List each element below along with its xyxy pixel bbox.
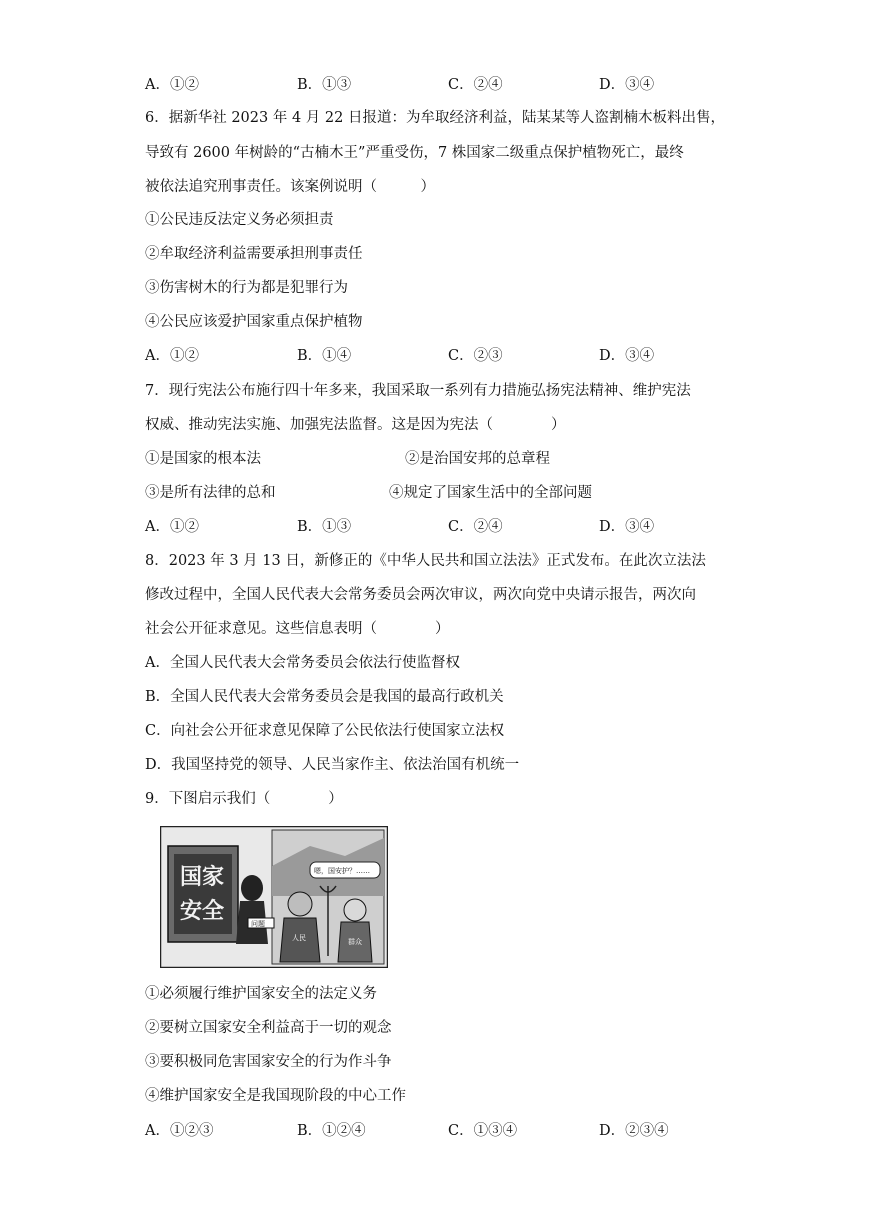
- q6-option-d: D．③④: [599, 348, 655, 364]
- q8-option-d: D．我国坚持党的领导、人民当家作主、依法治国有机统一: [145, 757, 520, 773]
- q9-item-2: ②要树立国家安全利益高于一切的观念: [145, 1020, 392, 1036]
- q7-option-b: B．①③: [297, 519, 352, 535]
- q8-option-b: B．全国人民代表大会常务委员会是我国的最高行政机关: [145, 689, 504, 705]
- q6-option-b: B．①④: [297, 348, 352, 364]
- q6-stem-line-2: 导致有 2600 年树龄的“古楠木王”严重受伤，7 株国家二级重点保护植物死亡，最终: [145, 145, 684, 161]
- q5-option-c: C．②④: [448, 77, 503, 93]
- q7-item-2: ②是治国安邦的总章程: [405, 451, 550, 467]
- q5-option-b: B．①③: [297, 77, 352, 93]
- q7-stem-line-1: 7．现行宪法公布施行四十年多来，我国采取一系列有力措施弘扬宪法精神、维护宪法: [145, 383, 691, 399]
- cartoon-tag-2: 人民: [292, 934, 306, 942]
- q7-stem-line-2: 权威、推动宪法实施、加强宪法监督。这是因为宪法（ ）: [145, 417, 566, 433]
- q6-stem-line-1: 6．据新华社 2023 年 4 月 22 日报道：为牟取经济利益，陆某某等人盗割楠木板料出售，: [145, 110, 725, 126]
- q9-cartoon-image: [160, 826, 388, 968]
- cartoon-speech-bubble: 嗯，国安护？……: [314, 867, 370, 875]
- q6-item-3: ③伤害树木的行为都是犯罪行为: [145, 280, 348, 296]
- q7-option-d: D．③④: [599, 519, 655, 535]
- q7-item-1: ①是国家的根本法: [145, 451, 261, 467]
- q7-item-3: ③是所有法律的总和: [145, 485, 276, 501]
- q6-item-2: ②牟取经济利益需要承担刑事责任: [145, 246, 363, 262]
- cartoon-tag-3: 群众: [348, 938, 362, 946]
- q5-option-a: A．①②: [145, 77, 199, 93]
- q8-stem-line-2: 修改过程中，全国人民代表大会常务委员会两次审议，两次向党中央请示报告，两次向: [145, 587, 696, 603]
- q9-option-b: B．①②④: [297, 1123, 366, 1139]
- q7-option-a: A．①②: [145, 519, 199, 535]
- q9-item-3: ③要积极同危害国家安全的行为作斗争: [145, 1054, 392, 1070]
- q9-item-1: ①必须履行维护国家安全的法定义务: [145, 986, 377, 1002]
- q9-item-4: ④维护国家安全是我国现阶段的中心工作: [145, 1088, 406, 1104]
- q6-item-1: ①公民违反法定义务必须担责: [145, 212, 334, 228]
- q8-option-a: A．全国人民代表大会常务委员会依法行使监督权: [145, 655, 460, 671]
- q7-option-c: C．②④: [448, 519, 503, 535]
- q6-item-4: ④公民应该爱护国家重点保护植物: [145, 314, 363, 330]
- q9-option-d: D．②③④: [599, 1123, 669, 1139]
- q9-option-c: C．①③④: [448, 1123, 518, 1139]
- q9-option-a: A．①②③: [145, 1123, 214, 1139]
- q5-option-d: D．③④: [599, 77, 655, 93]
- q7-item-4: ④规定了国家生活中的全部问题: [389, 485, 592, 501]
- q6-stem-line-3: 被依法追究刑事责任。该案例说明（ ）: [145, 179, 435, 195]
- q6-option-a: A．①②: [145, 348, 199, 364]
- q8-option-c: C．向社会公开征求意见保障了公民依法行使国家立法权: [145, 723, 505, 739]
- q9-stem: 9．下图启示我们（ ）: [145, 791, 343, 807]
- q6-option-c: C．②③: [448, 348, 503, 364]
- cartoon-sign-top: 国家: [180, 865, 225, 890]
- cartoon-sign-bottom: 安全: [180, 899, 225, 924]
- q8-stem-line-1: 8．2023 年 3 月 13 日，新修正的《中华人民共和国立法法》正式发布。在此次立法法: [145, 553, 706, 569]
- cartoon-tag-1: 问题: [251, 920, 265, 928]
- q8-stem-line-3: 社会公开征求意见。这些信息表明（ ）: [145, 621, 450, 637]
